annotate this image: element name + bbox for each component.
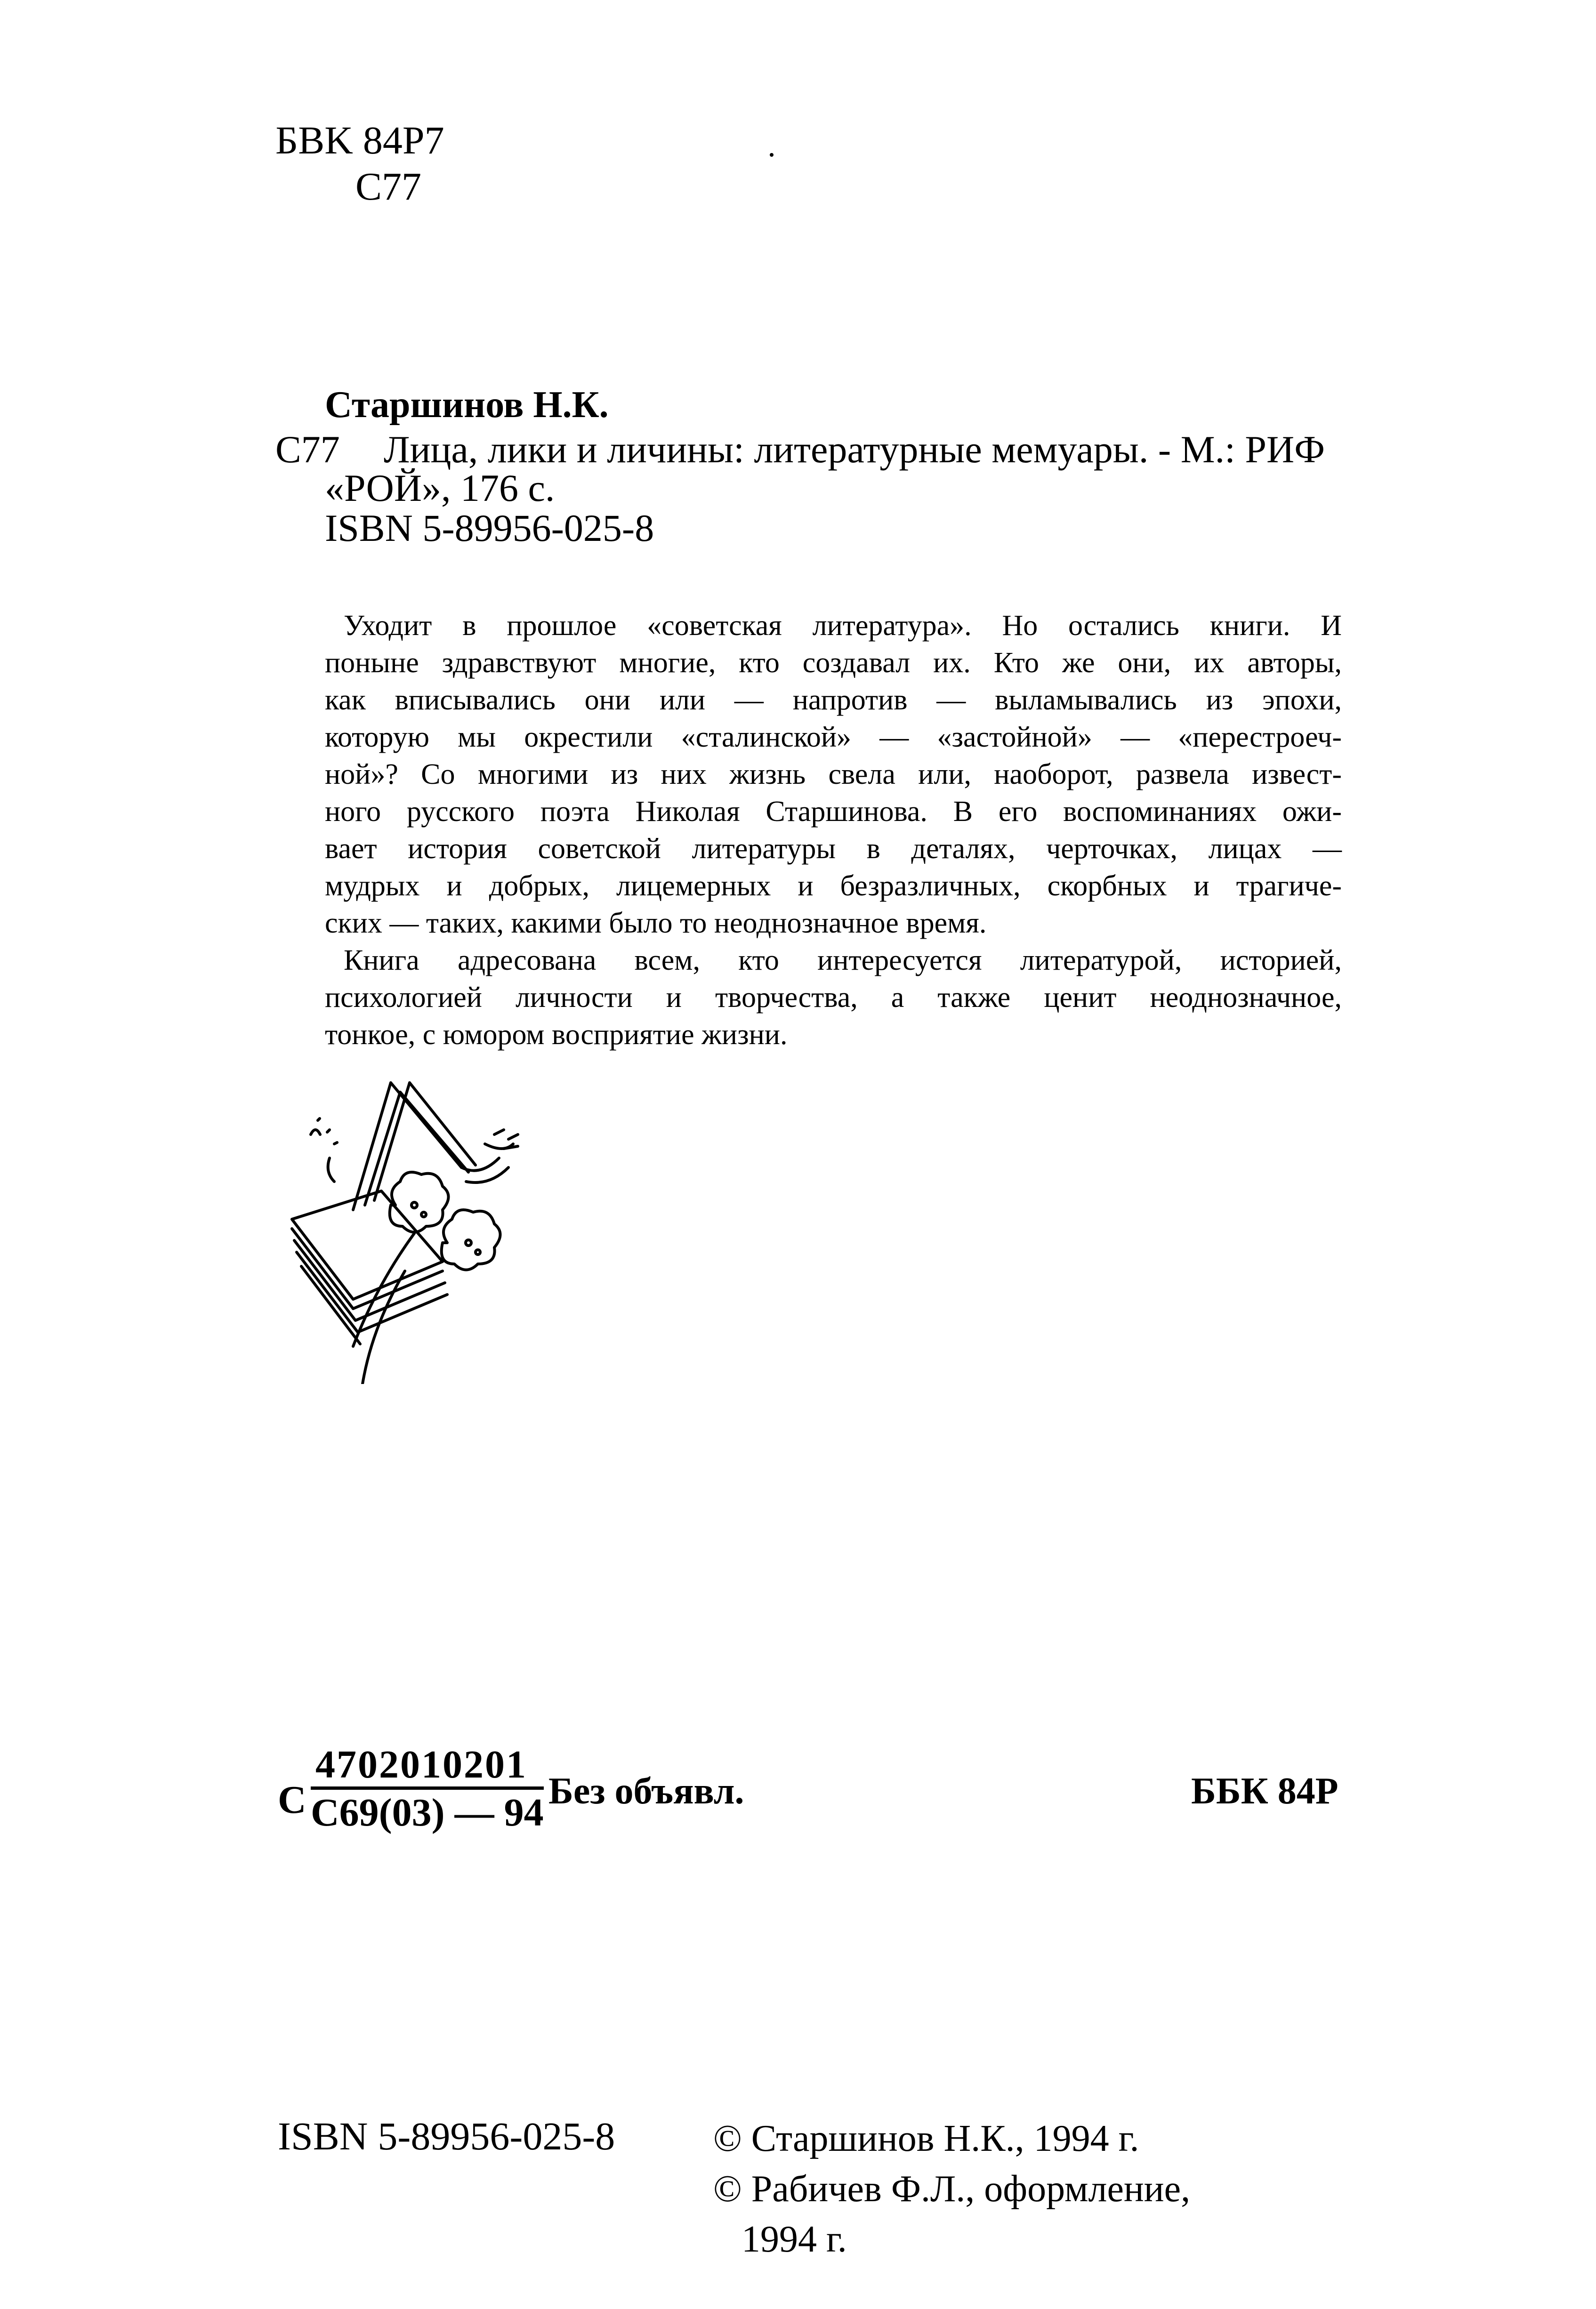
annotation-line: как вписывались они или — напротив — выламывались из эпохи, xyxy=(325,684,1342,716)
annotation-line: психологией личности и творчества, а также ценит неоднозначное, xyxy=(325,982,1342,1014)
annotation-line: поныне здравствуют многие, кто создавал их. Кто же они, их авторы, xyxy=(325,647,1342,679)
annotation-line: которую мы окрестили «сталинской» — «застойной» — «перестроеч- xyxy=(325,721,1342,753)
imprint-denominator: C69(03) — 94 xyxy=(311,1786,544,1835)
copyright-design: © Рабичев Ф.Л., оформление, xyxy=(713,2168,1191,2210)
author-sign-code: C77 xyxy=(275,428,340,471)
copyright-design-year: 1994 г. xyxy=(742,2219,847,2260)
annotation-line: мудрых и добрых, лицемерных и безразличных, скорбных и трагиче- xyxy=(325,870,1342,902)
annotation xyxy=(325,607,1342,1054)
annotation-line: ного русского поэта Николая Старшинова. В его воспоминаниях ожи- xyxy=(325,796,1342,828)
copyright-author: © Старшинов Н.К., 1994 г. xyxy=(713,2118,1139,2159)
imprint-numerator: 4702010201 xyxy=(315,1743,527,1786)
imprint-letter: C xyxy=(278,1778,306,1822)
author-name: Старшинов Н.К. xyxy=(325,384,609,426)
publisher-line: «РОЙ», 176 с. xyxy=(325,467,555,509)
isbn-bottom: ISBN 5-89956-025-8 xyxy=(278,2115,615,2158)
bbk-code: БBK 84P7 xyxy=(275,119,444,162)
bbk-code-bottom: ББК 84P xyxy=(1191,1770,1338,1812)
annotation-line: ских — таких, какими было то неоднозначное время. xyxy=(325,907,987,939)
copyright-block xyxy=(713,2114,1190,2265)
isbn-line: ISBN 5-89956-025-8 xyxy=(325,507,654,549)
bbk-classification xyxy=(275,118,444,210)
annotation-line: Уходит в прошлое «советская литература». Но остались книги. И xyxy=(344,610,1342,642)
annotation-line: тонкое, с юмором восприятие жизни. xyxy=(325,1019,788,1051)
author-sign-top: C77 xyxy=(355,165,422,209)
imprint-code xyxy=(278,1742,749,1864)
book-title: Лица, лики и личины: литературные мемуары. - М.: РИФ xyxy=(384,428,1325,471)
annotation-line: вает история советской литературы в деталях, черточках, лицах — xyxy=(325,833,1342,865)
book-flower-icon xyxy=(282,1064,603,1384)
annotation-line: ной»? Со многими из них жизнь свела или, наоборот, развела извест- xyxy=(325,758,1342,790)
imprint-note: Без объявл. xyxy=(548,1770,744,1812)
annotation-line: Книга адресована всем, кто интересуется литературой, историей, xyxy=(344,944,1342,976)
print-speck xyxy=(770,153,774,157)
